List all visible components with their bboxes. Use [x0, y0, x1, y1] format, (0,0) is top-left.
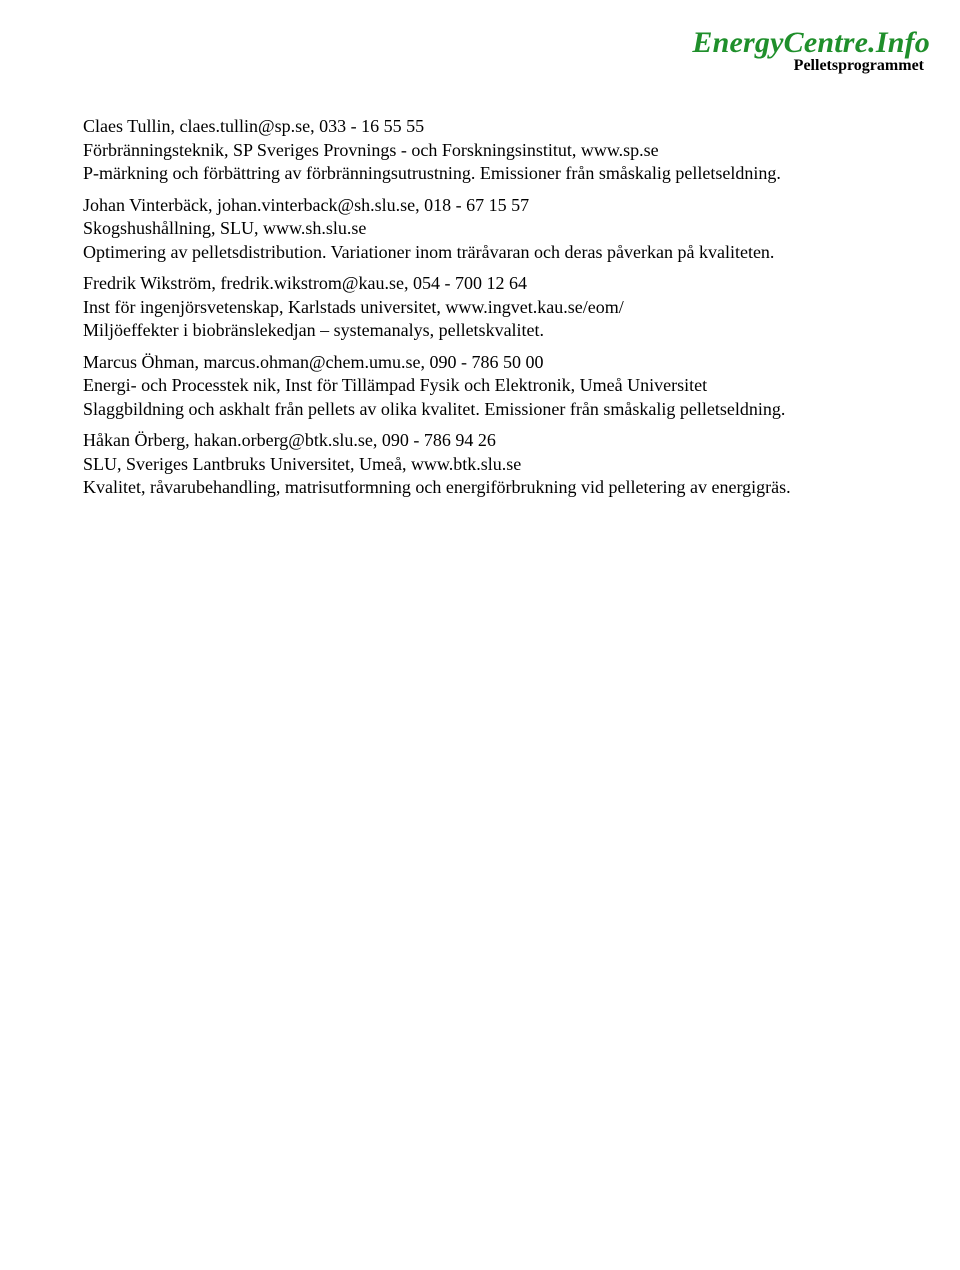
- brand-title: EnergyCentre.Info: [692, 26, 930, 59]
- contact-org-line: Energi- och Processtek nik, Inst för Tillämpad Fysik och Elektronik, Umeå Universitet: [83, 375, 708, 395]
- contact-name-line: Fredrik Wikström, fredrik.wikstrom@kau.se, 054 - 700 12 64: [83, 273, 527, 293]
- contact-topic-line: Kvalitet, råvarubehandling, matrisutformning och energiförbrukning vid pelletering av energigräs.: [83, 477, 791, 497]
- contact-name-line: Håkan Örberg, hakan.orberg@btk.slu.se, 090 - 786 94 26: [83, 430, 496, 450]
- contact-name-line: Marcus Öhman, marcus.ohman@chem.umu.se, 090 - 786 50 00: [83, 351, 544, 372]
- contact-topic-line: Optimering av pelletsdistribution. Variationer inom träråvaran och deras påverkan på kvaliteten.: [83, 241, 775, 262]
- contact-list: [83, 115, 943, 508]
- contact-entry: [83, 272, 943, 343]
- contact-org-line: Inst för ingenjörsvetenskap, Karlstads universitet, www.ingvet.kau.se/eom/: [83, 296, 624, 317]
- contact-name-line: Claes Tullin, claes.tullin@sp.se, 033 - 16 55 55: [83, 116, 425, 136]
- contact-topic-line: Slaggbildning och askhalt från pellets av olika kvalitet. Emissioner från småskalig pelletseldning.: [83, 398, 786, 419]
- contact-entry: [83, 429, 943, 500]
- contact-entry: [83, 194, 943, 265]
- contact-org-line: Skogshushållning, SLU, www.sh.slu.se: [83, 218, 367, 238]
- contact-topic-line: Miljöeffekter i biobränslekedjan – systemanalys, pelletskvalitet.: [83, 320, 545, 340]
- brand-header: [692, 26, 930, 74]
- brand-subtitle: Pelletsprogrammet: [793, 57, 924, 74]
- contact-org-line: Förbränningsteknik, SP Sveriges Provnings - och Forskningsinstitut, www.sp.se: [83, 139, 659, 160]
- contact-name-line: Johan Vinterbäck, johan.vinterback@sh.slu.se, 018 - 67 15 57: [83, 194, 530, 215]
- contact-topic-line: P-märkning och förbättring av förbränningsutrustning. Emissioner från småskalig pelletseldning.: [83, 163, 781, 183]
- contact-org-line: SLU, Sveriges Lantbruks Universitet, Umeå, www.btk.slu.se: [83, 453, 522, 474]
- contact-entry: [83, 351, 943, 422]
- contact-entry: [83, 115, 943, 186]
